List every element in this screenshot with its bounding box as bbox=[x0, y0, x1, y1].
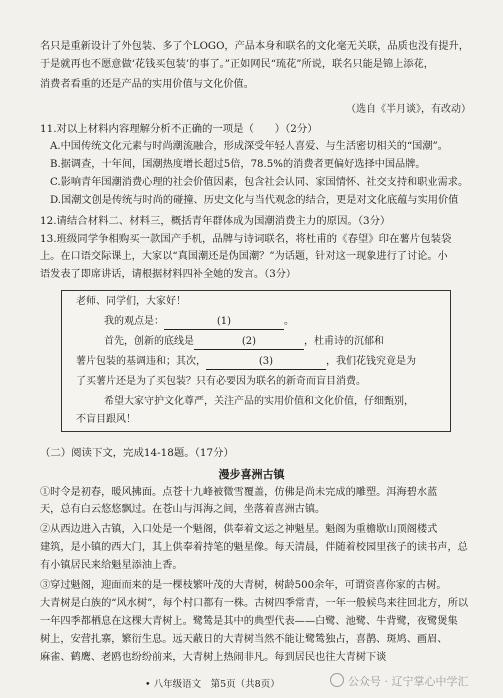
speech-para-1 bbox=[104, 335, 384, 350]
speech-view: 我的观点是： (1) 。 bbox=[104, 315, 294, 330]
article-title: 漫步喜洲古镇 bbox=[218, 468, 285, 481]
q13-line-3: 语发表了即席讲话，请根据材料四补全她的发言。（3分） bbox=[40, 269, 297, 280]
para-2-end: ，我们花钱究竟是为 bbox=[326, 356, 416, 367]
q13-line-2: 上。在口语交际课上，大家以“真国潮还是伪国潮？”为话题，针对这一现象进行了讨论。小 bbox=[40, 251, 448, 262]
speech-para-3: 了买薯片还是为了买包装？只有必要因为联名的新奇而盲目消费。 bbox=[76, 376, 366, 387]
q11-option-d: D.国潮文创是传统与时尚的碰撞、历史文化与当代观念的结合，更是对文化底蕴与实用价值 bbox=[50, 195, 459, 206]
intro-line-3: 消费者看重的还是产品的实用价值与文化价值。 bbox=[40, 79, 254, 90]
speech-para-5: 不盲目跟风！ bbox=[76, 414, 136, 425]
article-p2-b: 建筑，是小镇的西大门，其上供奉着持笔的魁星像。每天清晨，伴随着校园里孩子的读书声，总 bbox=[40, 542, 468, 553]
intro-line-1: 名只是重新设计了外包装、多了个LOGO，产品本身和联名的文化毫无关联，品质也没有提升， bbox=[40, 41, 469, 52]
para-1-start: 首先，创新的底线是 bbox=[104, 336, 194, 347]
source-citation: （选自《半月谈》，有改动） bbox=[346, 104, 471, 115]
article-p3-c: 一年四季都栖息在这棵大青树上。鹭鸶是其中的典型代表——白鹭、池鹭、牛背鹭，夜鹭煲集 bbox=[40, 616, 458, 627]
page-footer: • 八年级语文 第5页（共8页） bbox=[145, 679, 280, 690]
q13-line-1: 13.班级同学争相购买一款国产手机，品牌与诗词联名，将杜甫的《春望》印在薯片包装袋 bbox=[40, 233, 452, 245]
section-2-header: （二）阅读下文，完成14-18题。（17分） bbox=[40, 447, 234, 459]
article-p1-b: 天，总有白云悠悠飘过。在苍山与洱海之间，坐落着喜洲古镇。 bbox=[40, 504, 326, 515]
watermark-text: 公众号 · 辽宁掌心中学汇 bbox=[348, 675, 469, 688]
speech-greeting: 老师、同学们，大家好！ bbox=[76, 296, 186, 307]
article-p3-a: ③穿过魁阁，迎面而来的是一棵枝繁叶茂的大青树，树龄500余年，可谓资喜你家的古树。 bbox=[40, 580, 447, 591]
answer-blank-2[interactable]: (2) bbox=[194, 335, 304, 350]
article-p1-a: ①时令是初春，暖风拂面。点苍十九峰被微雪覆盖，仿佛是尚未完成的雕塑。洱海碧水蓝 bbox=[40, 487, 438, 498]
wechat-icon bbox=[330, 673, 344, 687]
article-p3-e: 麻雀、鹤鹰、老鸥也纷纷前来，大青树上热闹非凡。每到居民也往大青树下谈 bbox=[40, 652, 387, 663]
para-2-start: 薯片包装的基调违和；其次， bbox=[76, 356, 206, 367]
article-p2-c: 有小镇居民来给魁星添油上香。 bbox=[40, 560, 183, 571]
article-p3-b: 大青树是白族的“风水树”，每个村口都有一株。古树四季常青，一年一般候鸟来往回北方，所以 bbox=[40, 598, 469, 609]
article-p3-d: 树上，安营扎寨，繁衍生息。远天蔽日的大青树当然不能让鹭鸶独占，喜鹊、斑鸠、画眉、 bbox=[40, 634, 448, 645]
q11-option-c: C.影响青年国潮消费心理的社会价值因素，包含社会认同、家国情怀、社交支持和职业需求。 bbox=[50, 177, 469, 188]
watermark bbox=[330, 673, 469, 689]
answer-blank-3[interactable]: (3) bbox=[206, 355, 326, 370]
para-1-end: ，杜甫诗的沉郁和 bbox=[304, 336, 384, 347]
intro-line-2: 于是就再也不愿意做‘花钱买包装’的事了。”正如网民“琉花”所说，联名只能是锦上添花， bbox=[40, 59, 434, 70]
view-prefix: 我的观点是： bbox=[104, 316, 164, 327]
article-p2-a: ②从西边进入古镇，入口处是一个魁阁，供奉着文运之神魁星。魁阁为重檐歇山顶阁楼式 bbox=[40, 524, 438, 535]
speech-box bbox=[61, 290, 451, 432]
q11-stem: 11.对以上材料内容理解分析不正确的一项是（ ）（2分） bbox=[40, 123, 318, 135]
q11-option-b: B.据调查，十年间，国潮热度增长超过5倍，78.5%的消费者更偏好选择中国品牌。 bbox=[50, 159, 426, 170]
answer-blank-1[interactable]: (1) bbox=[164, 315, 284, 330]
speech-para-2 bbox=[76, 355, 416, 370]
q12-stem: 12.请结合材料二、材料三，概括青年群体成为国潮消费主力的原因。（3分） bbox=[40, 215, 391, 227]
speech-para-4: 希望大家守护文化尊严，关注产品的实用价值和文化价值，仔细甄别， bbox=[104, 396, 414, 407]
q11-option-a: A.中国传统文化元素与时尚潮流融合，形成深受年轻人喜爱、与生活密切相关的“国潮”。 bbox=[50, 141, 448, 152]
